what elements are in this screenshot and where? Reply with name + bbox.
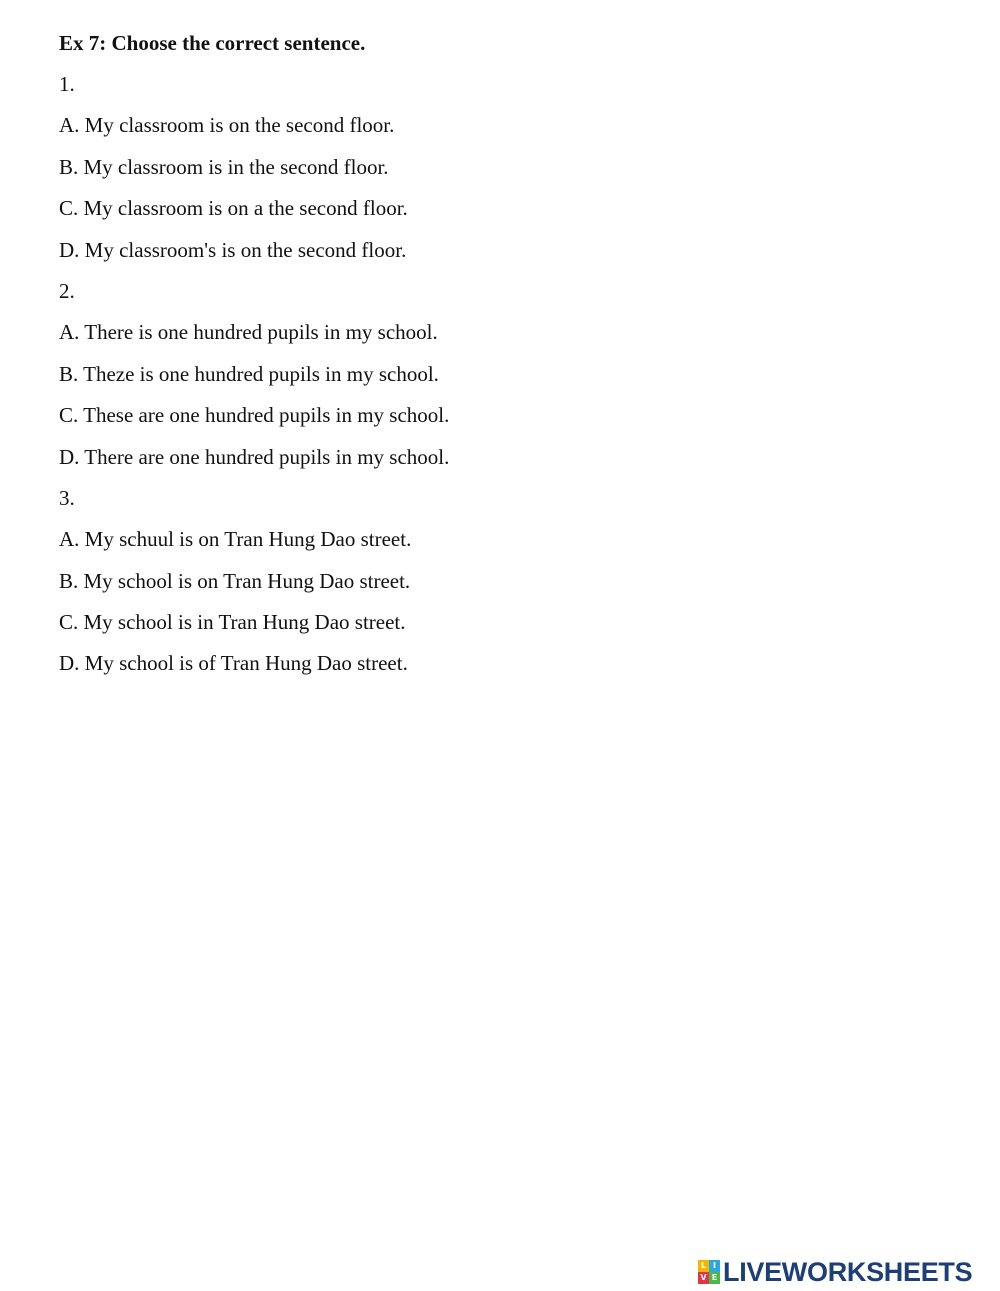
- question-number-1: 1.: [59, 72, 75, 96]
- logo-mark-letter: I: [709, 1260, 720, 1272]
- logo-text: LIVEWORKSHEETS: [723, 1257, 973, 1287]
- logo-mark-icon: [698, 1260, 720, 1284]
- question-3-option-d[interactable]: D. My school is of Tran Hung Dao street.: [59, 651, 408, 676]
- question-1-option-b[interactable]: B. My classroom is in the second floor.: [59, 154, 389, 179]
- liveworksheets-logo: [698, 1258, 972, 1286]
- question-1-option-d[interactable]: D. My classroom's is on the second floor.: [59, 237, 407, 262]
- logo-mark-letter: L: [698, 1260, 709, 1272]
- question-number-2: 2.: [59, 278, 75, 303]
- question-1-option-c[interactable]: C. My classroom is on a the second floor.: [59, 196, 408, 221]
- logo-mark-letter: V: [698, 1272, 709, 1284]
- question-2-option-d[interactable]: D. There are one hundred pupils in my school.: [59, 444, 450, 469]
- question-2-option-c[interactable]: C. These are one hundred pupils in my school.: [59, 403, 450, 428]
- worksheet: [59, 30, 959, 692]
- question-number-3: 3.: [59, 485, 75, 510]
- question-3-option-c[interactable]: C. My school is in Tran Hung Dao street.: [59, 610, 406, 635]
- question-3-option-a[interactable]: A. My schuul is on Tran Hung Dao street.: [59, 527, 412, 552]
- exercise-title: Ex 7: Choose the correct sentence.: [59, 31, 366, 55]
- question-3-option-b[interactable]: B. My school is on Tran Hung Dao street.: [59, 568, 411, 593]
- question-2-option-b[interactable]: B. Theze is one hundred pupils in my school.: [59, 361, 439, 386]
- logo-mark-letter: E: [709, 1272, 720, 1284]
- question-2-option-a[interactable]: A. There is one hundred pupils in my school.: [59, 320, 438, 345]
- question-1-option-a[interactable]: A. My classroom is on the second floor.: [59, 113, 395, 138]
